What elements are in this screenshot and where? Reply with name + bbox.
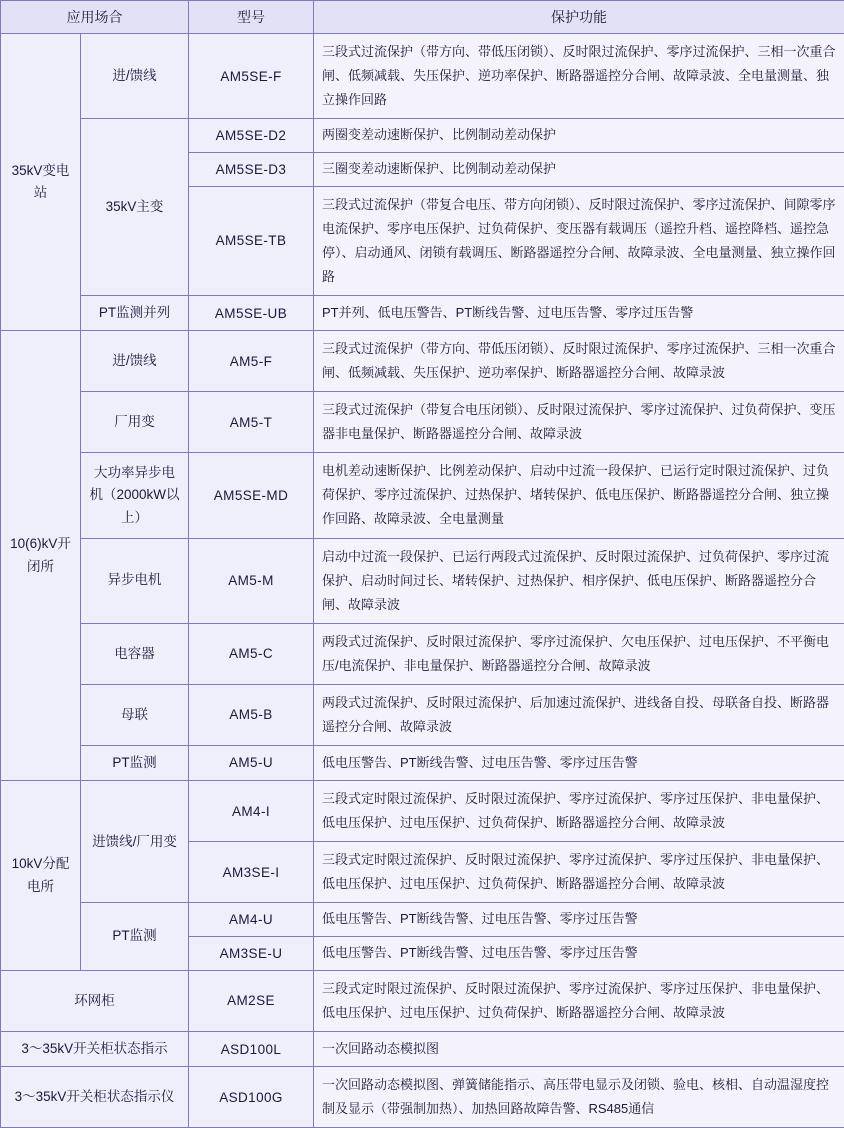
function-cell: 低电压警告、PT断线告警、过电压告警、零序过压告警 (314, 903, 844, 937)
model-cell: AM5SE-F (189, 34, 314, 119)
function-cell: 三圈变差动速断保护、比例制动差动保护 (314, 152, 844, 186)
model-cell: AM5SE-TB (189, 186, 314, 295)
function-cell: 一次回路动态模拟图 (314, 1031, 844, 1066)
model-cell: AM5-T (189, 392, 314, 453)
sub-application: PT监测 (81, 903, 189, 971)
application-switchgear-status-indication: 3～35kV开关柜状态指示 (1, 1031, 189, 1066)
function-cell: 三段式过流保护（带方向、带低压闭锁）、反时限过流保护、零序过流保护、三相一次重合闸、低频减载、失压保护、逆功率保护、断路器遥控分合闸、故障录波 (314, 331, 844, 392)
function-cell: 低电压警告、PT断线告警、过电压告警、零序过压告警 (314, 937, 844, 971)
model-cell: ASD100G (189, 1067, 314, 1128)
table-row (1, 392, 844, 453)
model-cell: AM4-U (189, 903, 314, 937)
function-cell: 两段式过流保护、反时限过流保护、后加速过流保护、进线备自投、母联备自投、断路器遥控分合闸、故障录波 (314, 684, 844, 745)
column-header-function: 保护功能 (314, 1, 844, 34)
function-cell: 三段式过流保护（带复合电压、带方向闭锁）、反时限过流保护、零序过流保护、间隙零序电流保护、零序电压保护、过负荷保护、变压器有载调压（遥控升档、遥控降档、遥控急停）、启动通风、闭锁有载调压、断路器遥控分合闸、故障录波、全电量测量、独立操作回路 (314, 186, 844, 295)
sub-application: 母联 (81, 684, 189, 745)
application-switchgear-status-indicator: 3～35kV开关柜状态指示仪 (1, 1067, 189, 1128)
sub-application: 35kV主变 (81, 119, 189, 296)
model-cell: AM5SE-D3 (189, 152, 314, 186)
table-row (1, 684, 844, 745)
model-cell: AM5-U (189, 745, 314, 780)
table-row (1, 781, 844, 842)
model-cell: AM5SE-MD (189, 453, 314, 538)
table-row (1, 903, 844, 937)
sub-application: 进/馈线 (81, 34, 189, 119)
sub-application: 进/馈线 (81, 331, 189, 392)
application-group-10-6kv: 10(6)kV开闭所 (1, 331, 81, 781)
table-row (1, 453, 844, 538)
table-header (1, 1, 844, 34)
model-cell: AM3SE-U (189, 937, 314, 971)
sub-application: PT监测 (81, 745, 189, 780)
table-row (1, 623, 844, 684)
model-cell: AM5SE-UB (189, 295, 314, 330)
sub-application: 电容器 (81, 623, 189, 684)
column-header-application: 应用场合 (1, 1, 189, 34)
function-cell: PT并列、低电压警告、PT断线告警、过电压告警、零序过压告警 (314, 295, 844, 330)
table-row (1, 331, 844, 392)
function-cell: 启动中过流一段保护、已运行两段式过流保护、反时限过流保护、过负荷保护、零序过流保护、启动时间过长、堵转保护、过热保护、相序保护、低电压保护、断路器遥控分合闸、故障录波 (314, 538, 844, 623)
application-group-35kv: 35kV变电站 (1, 34, 81, 331)
sub-application: PT监测并列 (81, 295, 189, 330)
application-ring-main-unit: 环网柜 (1, 970, 189, 1031)
table-row (1, 119, 844, 153)
sub-application: 进馈线/厂用变 (81, 781, 189, 903)
sub-application: 厂用变 (81, 392, 189, 453)
function-cell: 两圈变差动速断保护、比例制动差动保护 (314, 119, 844, 153)
function-cell: 电机差动速断保护、比例差动保护、启动中过流一段保护、已运行定时限过流保护、过负荷保护、零序过流保护、过热保护、堵转保护、低电压保护、断路器遥控分合闸、独立操作回路、故障录波、全电量测量 (314, 453, 844, 538)
table-row (1, 970, 844, 1031)
table-row (1, 34, 844, 119)
table-row (1, 538, 844, 623)
model-cell: AM2SE (189, 970, 314, 1031)
table-row (1, 1067, 844, 1128)
model-cell: ASD100L (189, 1031, 314, 1066)
model-cell: AM5-F (189, 331, 314, 392)
table-body (1, 34, 844, 1128)
function-cell: 三段式过流保护（带方向、带低压闭锁）、反时限过流保护、零序过流保护、三相一次重合闸、低频减载、失压保护、逆功率保护、断路器遥控分合闸、故障录波、全电量测量、独立操作回路 (314, 34, 844, 119)
sub-application: 大功率异步电机（2000kW以上） (81, 453, 189, 538)
table-row (1, 1031, 844, 1066)
model-cell: AM3SE-I (189, 842, 314, 903)
function-cell: 一次回路动态模拟图、弹簧储能指示、高压带电显示及闭锁、验电、核相、自动温湿度控制及显示（带强制加热）、加热回路故障告警、RS485通信 (314, 1067, 844, 1128)
function-cell: 低电压警告、PT断线告警、过电压告警、零序过压告警 (314, 745, 844, 780)
function-cell: 两段式过流保护、反时限过流保护、零序过流保护、欠电压保护、过电压保护、不平衡电压/电流保护、非电量保护、断路器遥控分合闸、故障录波 (314, 623, 844, 684)
model-cell: AM5-B (189, 684, 314, 745)
model-cell: AM5-C (189, 623, 314, 684)
function-cell: 三段式过流保护（带复合电压闭锁）、反时限过流保护、零序过流保护、过负荷保护、变压器非电量保护、断路器遥控分合闸、故障录波 (314, 392, 844, 453)
column-header-model: 型号 (189, 1, 314, 34)
model-cell: AM5SE-D2 (189, 119, 314, 153)
table-row (1, 745, 844, 780)
sub-application: 异步电机 (81, 538, 189, 623)
model-cell: AM5-M (189, 538, 314, 623)
table-header-row (1, 1, 844, 34)
table-row (1, 295, 844, 330)
function-cell: 三段式定时限过流保护、反时限过流保护、零序过流保护、零序过压保护、非电量保护、低电压保护、过电压保护、过负荷保护、断路器遥控分合闸、故障录波 (314, 842, 844, 903)
model-cell: AM4-I (189, 781, 314, 842)
application-group-10kv: 10kV分配电所 (1, 781, 81, 971)
function-cell: 三段式定时限过流保护、反时限过流保护、零序过流保护、零序过压保护、非电量保护、低电压保护、过电压保护、过负荷保护、断路器遥控分合闸、故障录波 (314, 781, 844, 842)
function-cell: 三段式定时限过流保护、反时限过流保护、零序过流保护、零序过压保护、非电量保护、低电压保护、过电压保护、过负荷保护、断路器遥控分合闸、故障录波 (314, 970, 844, 1031)
